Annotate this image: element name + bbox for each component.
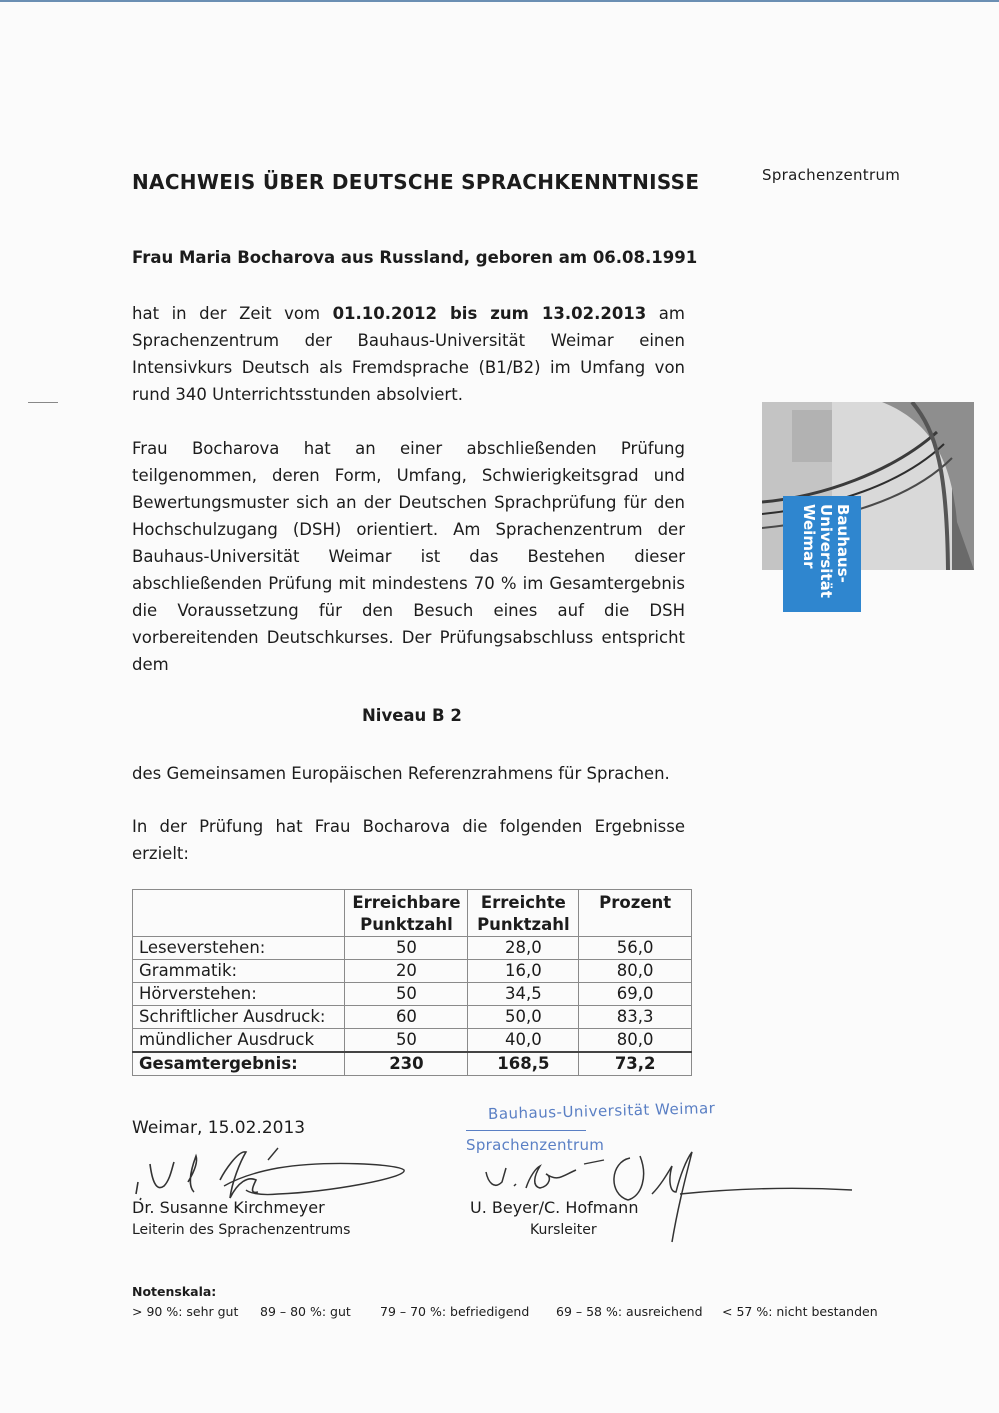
- table-cell: 50,0: [468, 1006, 579, 1029]
- table-cell: Hörverstehen:: [133, 983, 345, 1006]
- date-to: 13.02.2013: [541, 304, 647, 323]
- table-row: [133, 937, 692, 960]
- table-row: [133, 1006, 692, 1029]
- table-cell: 16,0: [468, 960, 579, 983]
- table-cell: 34,5: [468, 983, 579, 1006]
- table-header-cell: Erreichbare Punktzahl: [345, 890, 468, 937]
- document-title: NACHWEIS ÜBER DEUTSCHE SPRACHKENNTNISSE: [132, 170, 700, 194]
- bis-zum: bis zum: [436, 304, 542, 323]
- table-cell: Grammatik:: [133, 960, 345, 983]
- table-cell: Schriftlicher Ausdruck:: [133, 1006, 345, 1029]
- table-cell: 83,3: [579, 1006, 692, 1029]
- grading-item: 69 – 58 %: ausreichend: [556, 1304, 703, 1319]
- paragraph-results-intro: In der Prüfung hat Frau Bocharova die folgenden Ergebnisse erzielt:: [132, 817, 685, 863]
- department-label: Sprachenzentrum: [762, 166, 901, 184]
- table-cell: 50: [345, 1029, 468, 1053]
- niveau-level: Niveau B 2: [362, 706, 462, 725]
- table-header-cell: [133, 890, 345, 937]
- table-cell: 60: [345, 1006, 468, 1029]
- paragraph-course: [132, 300, 685, 408]
- table-row: [133, 960, 692, 983]
- university-logo: [783, 496, 861, 612]
- table-cell: 20: [345, 960, 468, 983]
- stamp-line2: Sprachenzentrum: [466, 1136, 605, 1154]
- margin-mark: [28, 402, 58, 403]
- table-cell: 28,0: [468, 937, 579, 960]
- para1-pre: hat in der Zeit vom: [132, 304, 333, 323]
- table-cell: 50: [345, 983, 468, 1006]
- table-cell: 50: [345, 937, 468, 960]
- table-header-cell: Prozent: [579, 890, 692, 937]
- para1-rest: am Sprachenzentrum der Bauhaus-Universität Weimar einen Intensivkurs Deutsch als Fremdsprache (B1/B2) im Umfang von rund 340 Unterrichtsstunden absolviert.: [132, 304, 685, 404]
- grading-item: 79 – 70 %: befriedigend: [380, 1304, 530, 1319]
- grading-item: 89 – 80 %: gut: [260, 1304, 351, 1319]
- table-cell: 56,0: [579, 937, 692, 960]
- table-cell: Leseverstehen:: [133, 937, 345, 960]
- stamp-divider: [466, 1130, 586, 1131]
- signatory1-name: Dr. Susanne Kirchmeyer: [132, 1198, 325, 1217]
- logo-text: Bauhaus- Universität Weimar: [800, 504, 852, 598]
- signatory1-role: Leiterin des Sprachenzentrums: [132, 1222, 351, 1238]
- table-cell: mündlicher Ausdruck: [133, 1029, 345, 1053]
- table-cell: 40,0: [468, 1029, 579, 1053]
- table-cell: 80,0: [579, 960, 692, 983]
- stamp-line1: Bauhaus-Universität Weimar: [487, 1099, 716, 1123]
- table-row: [133, 983, 692, 1006]
- grading-item: > 90 %: sehr gut: [132, 1304, 239, 1319]
- grading-item: < 57 %: nicht bestanden: [722, 1304, 878, 1319]
- top-edge-line: [0, 0, 999, 2]
- date-from: 01.10.2012: [332, 304, 437, 323]
- table-cell: 73,2: [579, 1052, 692, 1076]
- signatory2-name: U. Beyer/C. Hofmann: [470, 1198, 639, 1217]
- person-line: Frau Maria Bocharova aus Russland, geboren am 06.08.1991: [132, 248, 698, 267]
- place-date: Weimar, 15.02.2013: [132, 1118, 306, 1138]
- results-table: [132, 889, 692, 1076]
- table-cell: Gesamtergebnis:: [133, 1052, 345, 1076]
- paragraph-reference: des Gemeinsamen Europäischen Referenzrahmens für Sprachen.: [132, 764, 670, 783]
- table-header-cell: Erreichte Punktzahl: [468, 890, 579, 937]
- table-total-row: [133, 1052, 692, 1076]
- paragraph-exam: Frau Bocharova hat an einer abschließenden Prüfung teilgenommen, deren Form, Umfang, Schwierigkeitsgrad und Bewertungsmuster sich an der Deutschen Sprachprüfung für den Hochschulzugang (DSH) orientiert. Am Sprachenzentrum der Bauhaus-Universität Weimar ist das Bestehen dieser abschließenden Prüfung mit mindestens 70 % im Gesamtergebnis die Voraussetzung für den Besuch eines auf die DSH vorbereitenden Deutschkurses. Der Prüfungsabschluss entspricht dem: [132, 439, 685, 674]
- table-row: [133, 1029, 692, 1053]
- table-cell: 80,0: [579, 1029, 692, 1053]
- table-header-row: [133, 890, 692, 937]
- table-cell: 168,5: [468, 1052, 579, 1076]
- signatory2-role: Kursleiter: [530, 1222, 597, 1238]
- grading-heading: Notenskala:: [132, 1284, 217, 1299]
- table-cell: 230: [345, 1052, 468, 1076]
- table-cell: 69,0: [579, 983, 692, 1006]
